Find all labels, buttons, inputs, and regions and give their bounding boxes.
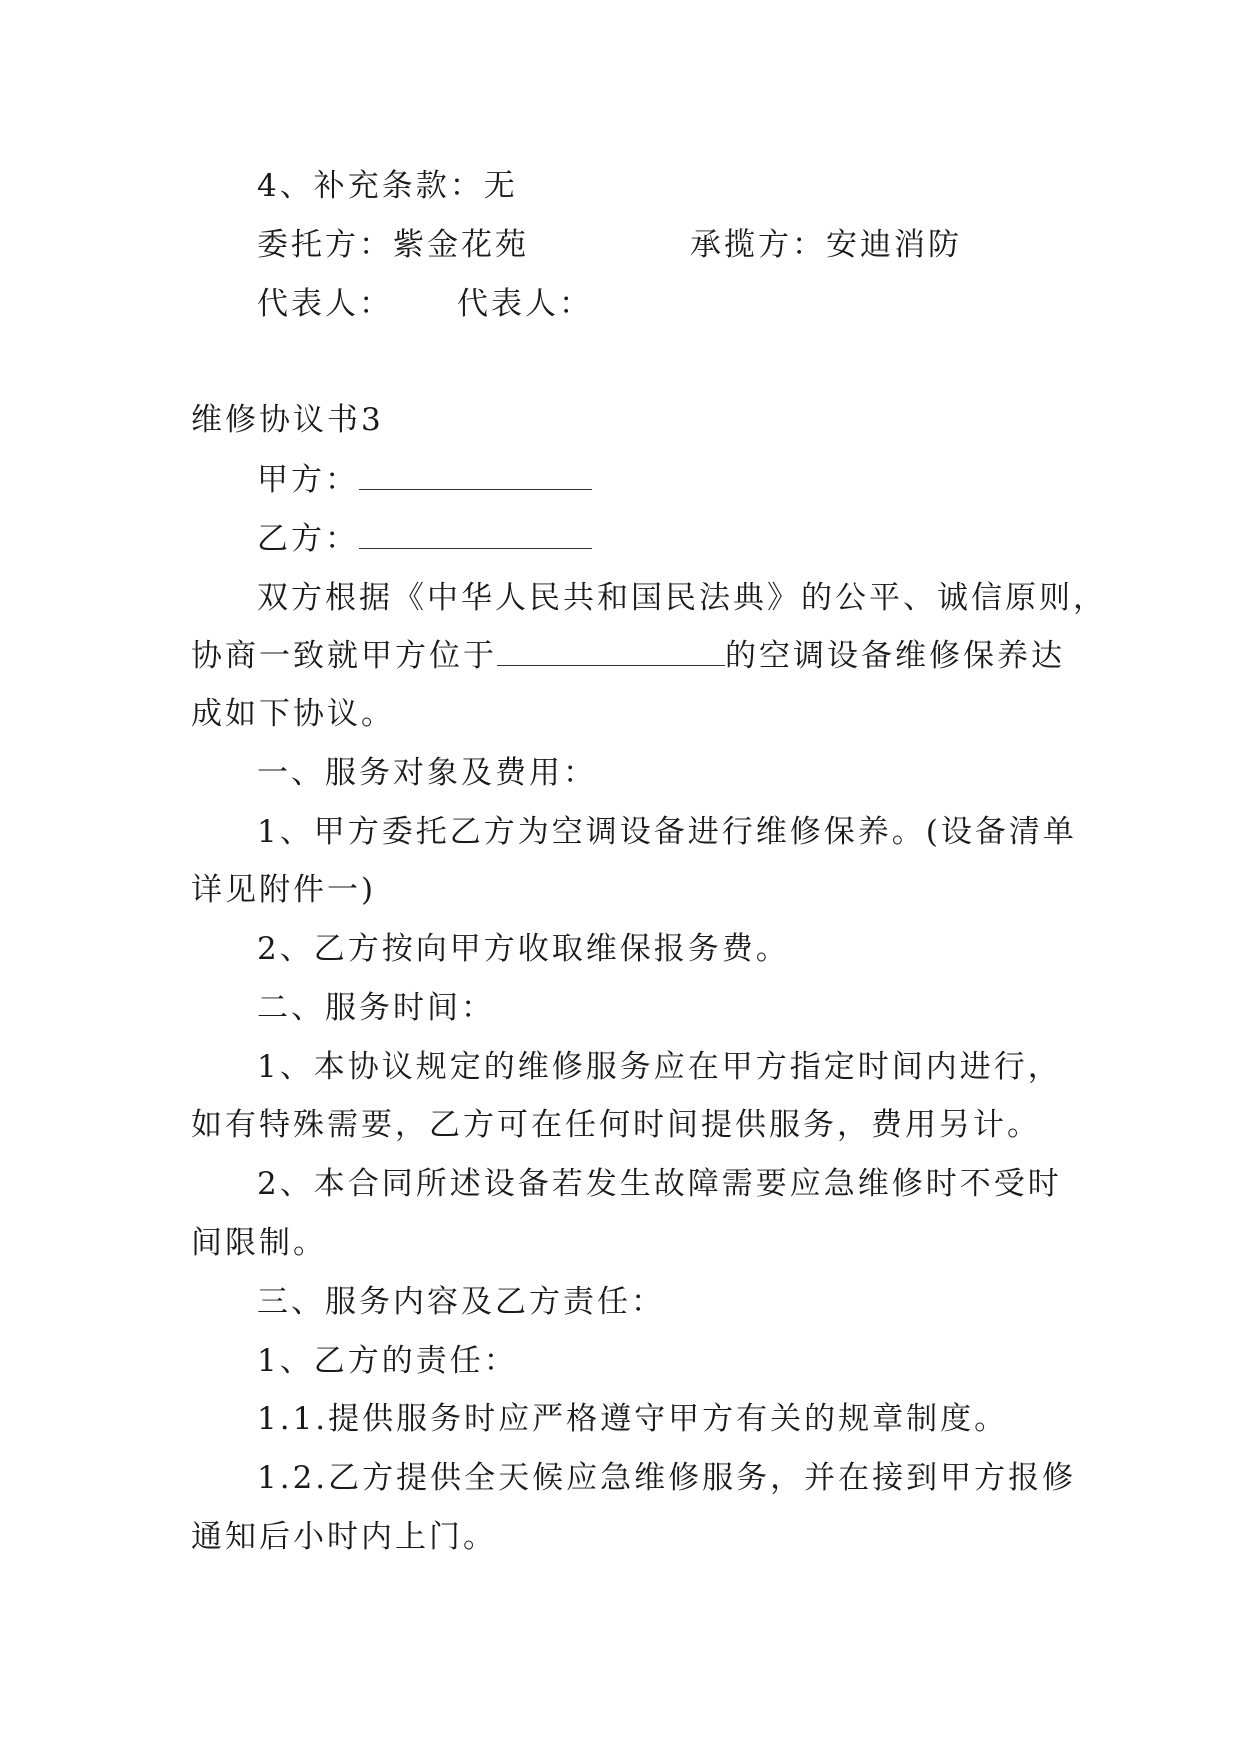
section-1-item-1-line-2: 详见附件一) <box>191 872 377 908</box>
section-3-item-1-2-line-1: 1.2.乙方提供全天候应急维修服务，并在接到甲方报修 <box>257 1460 1077 1496</box>
party-a-blank <box>359 489 592 490</box>
section-3-item-1-2-line-2: 通知后小时内上门。 <box>191 1519 497 1555</box>
representative-left: 代表人： <box>257 286 393 322</box>
clause-4: 4、补充条款：无 <box>257 168 518 204</box>
contractor-signature: 承揽方：安迪消防 <box>690 227 962 263</box>
intro-line-2-start: 协商一致就甲方位于 <box>191 638 497 674</box>
intro-line-1: 双方根据《中华人民共和国民法典》的公平、诚信原则， <box>257 580 1107 616</box>
intro-line-2-end: 的空调设备维修保养达 <box>725 638 1065 674</box>
section-1-heading: 一、服务对象及费用： <box>257 755 597 791</box>
section-3-item-1-1: 1.1.提供服务时应严格遵守甲方有关的规章制度。 <box>257 1401 1009 1437</box>
party-b-blank <box>359 548 592 549</box>
client-signature: 委托方：紫金花苑 <box>257 227 529 263</box>
intro-line-2 <box>191 636 1065 676</box>
party-b-label: 乙方： <box>257 521 359 557</box>
section-1-item-1-line-1: 1、甲方委托乙方为空调设备进行维修保养。(设备清单 <box>257 814 1077 850</box>
section-3-item-1: 1、乙方的责任： <box>257 1343 518 1379</box>
party-a-row <box>257 460 1117 500</box>
location-blank <box>497 665 725 666</box>
party-a-label: 甲方： <box>257 462 359 498</box>
party-b-row <box>257 519 1117 559</box>
section-2-item-2-line-2: 间限制。 <box>191 1225 327 1261</box>
section-2-item-1-line-2: 如有特殊需要，乙方可在任何时间提供服务，费用另计。 <box>191 1107 1041 1143</box>
representative-right: 代表人： <box>457 286 593 322</box>
section-2-heading: 二、服务时间： <box>257 990 495 1026</box>
section-2-item-2-line-1: 2、本合同所述设备若发生故障需要应急维修时不受时 <box>257 1166 1062 1202</box>
section-3-heading: 三、服务内容及乙方责任： <box>257 1284 665 1320</box>
section-1-item-2: 2、乙方按向甲方收取维保报务费。 <box>257 931 790 967</box>
section-2-item-1-line-1: 1、本协议规定的维修服务应在甲方指定时间内进行， <box>257 1049 1062 1085</box>
representative-row <box>257 284 1117 324</box>
agreement-title: 维修协议书3 <box>191 402 384 438</box>
intro-line-3: 成如下协议。 <box>191 696 395 732</box>
signature-row <box>257 225 1117 265</box>
